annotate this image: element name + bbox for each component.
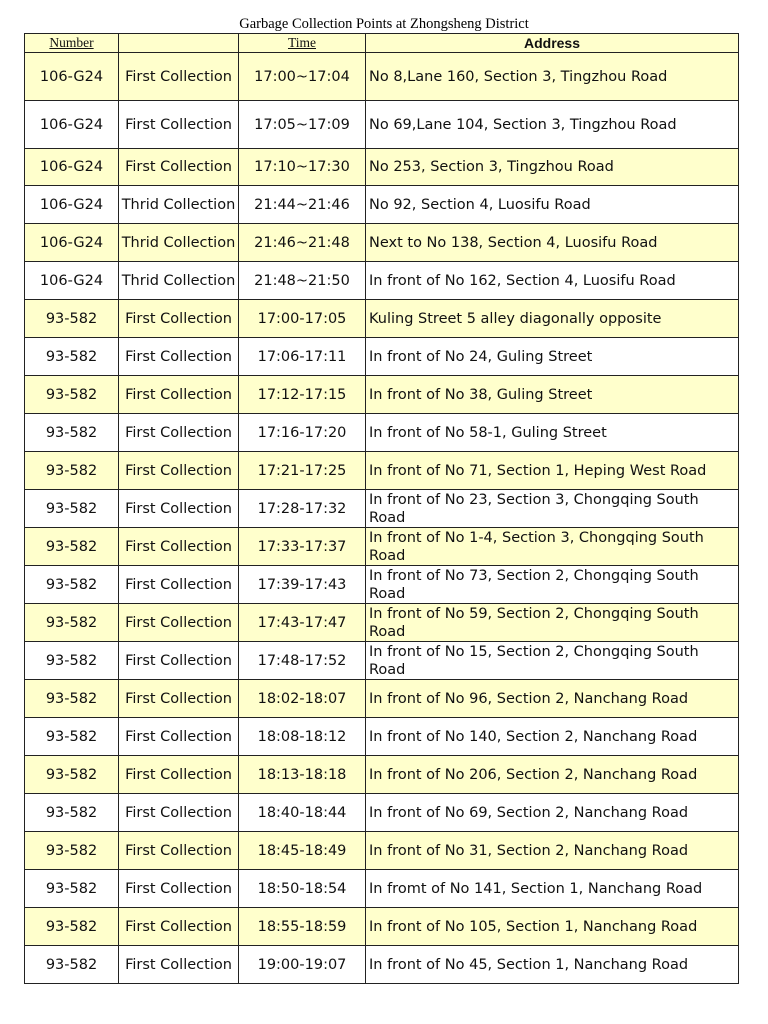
cell-time: 21:46~21:48 (239, 224, 366, 262)
table-row (25, 794, 739, 832)
cell-number: 93-582 (25, 338, 119, 376)
cell-stage: First Collection (119, 528, 239, 566)
table-row (25, 870, 739, 908)
cell-address: In front of No 140, Section 2, Nanchang Road (366, 718, 739, 756)
cell-address: In front of No 162, Section 4, Luosifu Road (366, 262, 739, 300)
cell-address: In front of No 1-4, Section 3, Chongqing South Road (366, 528, 739, 566)
cell-stage: First Collection (119, 870, 239, 908)
table-row (25, 149, 739, 186)
cell-stage: First Collection (119, 642, 239, 680)
table-row (25, 414, 739, 452)
cell-time: 18:08-18:12 (239, 718, 366, 756)
cell-time: 21:48~21:50 (239, 262, 366, 300)
cell-address: In front of No 105, Section 1, Nanchang Road (366, 908, 739, 946)
cell-address: No 253, Section 3, Tingzhou Road (366, 149, 739, 186)
cell-stage: First Collection (119, 101, 239, 149)
cell-address: No 8,Lane 160, Section 3, Tingzhou Road (366, 53, 739, 101)
cell-time: 21:44~21:46 (239, 186, 366, 224)
header-address: Address (366, 34, 739, 53)
cell-address: Next to No 138, Section 4, Luosifu Road (366, 224, 739, 262)
cell-stage: First Collection (119, 604, 239, 642)
table-row (25, 224, 739, 262)
cell-address: In front of No 73, Section 2, Chongqing South Road (366, 566, 739, 604)
cell-stage: First Collection (119, 300, 239, 338)
cell-time: 17:48-17:52 (239, 642, 366, 680)
cell-time: 18:55-18:59 (239, 908, 366, 946)
table-row (25, 528, 739, 566)
cell-number: 93-582 (25, 718, 119, 756)
cell-time: 17:16-17:20 (239, 414, 366, 452)
cell-stage: First Collection (119, 832, 239, 870)
cell-number: 106-G24 (25, 149, 119, 186)
cell-time: 18:45-18:49 (239, 832, 366, 870)
cell-number: 93-582 (25, 566, 119, 604)
cell-address: In front of No 69, Section 2, Nanchang Road (366, 794, 739, 832)
cell-number: 93-582 (25, 490, 119, 528)
cell-time: 17:05~17:09 (239, 101, 366, 149)
table-row (25, 718, 739, 756)
cell-stage: First Collection (119, 946, 239, 984)
table-row (25, 604, 739, 642)
cell-time: 17:28-17:32 (239, 490, 366, 528)
cell-time: 18:13-18:18 (239, 756, 366, 794)
cell-time: 18:50-18:54 (239, 870, 366, 908)
cell-stage: First Collection (119, 908, 239, 946)
cell-number: 93-582 (25, 414, 119, 452)
table-row (25, 680, 739, 718)
cell-address: Kuling Street 5 alley diagonally opposite (366, 300, 739, 338)
cell-time: 17:12-17:15 (239, 376, 366, 414)
table-row (25, 452, 739, 490)
table-row (25, 262, 739, 300)
cell-stage: First Collection (119, 794, 239, 832)
cell-number: 93-582 (25, 680, 119, 718)
cell-stage: Thrid Collection (119, 224, 239, 262)
cell-address: In front of No 96, Section 2, Nanchang Road (366, 680, 739, 718)
cell-stage: First Collection (119, 149, 239, 186)
table-header-row (25, 34, 739, 53)
cell-address: In front of No 58-1, Guling Street (366, 414, 739, 452)
document-title: Garbage Collection Points at Zhongsheng District (239, 16, 529, 32)
cell-address: In front of No 15, Section 2, Chongqing South Road (366, 642, 739, 680)
cell-stage: First Collection (119, 414, 239, 452)
cell-stage: First Collection (119, 756, 239, 794)
cell-number: 93-582 (25, 870, 119, 908)
table-row (25, 566, 739, 604)
cell-time: 17:39-17:43 (239, 566, 366, 604)
cell-time: 17:10~17:30 (239, 149, 366, 186)
cell-number: 93-582 (25, 604, 119, 642)
cell-stage: First Collection (119, 680, 239, 718)
cell-number: 106-G24 (25, 186, 119, 224)
cell-stage: First Collection (119, 718, 239, 756)
cell-number: 93-582 (25, 642, 119, 680)
cell-time: 19:00-19:07 (239, 946, 366, 984)
cell-number: 106-G24 (25, 53, 119, 101)
table-row (25, 908, 739, 946)
cell-time: 18:02-18:07 (239, 680, 366, 718)
cell-number: 93-582 (25, 528, 119, 566)
cell-number: 93-582 (25, 452, 119, 490)
cell-time: 17:21-17:25 (239, 452, 366, 490)
table-row (25, 53, 739, 101)
cell-address: In front of No 38, Guling Street (366, 376, 739, 414)
cell-address: In front of No 59, Section 2, Chongqing South Road (366, 604, 739, 642)
cell-number: 106-G24 (25, 101, 119, 149)
cell-time: 18:40-18:44 (239, 794, 366, 832)
cell-number: 106-G24 (25, 262, 119, 300)
header-time: Time (239, 34, 366, 53)
table-body (25, 53, 739, 984)
table-row (25, 490, 739, 528)
cell-stage: Thrid Collection (119, 186, 239, 224)
cell-address: In front of No 23, Section 3, Chongqing South Road (366, 490, 739, 528)
table-row (25, 756, 739, 794)
cell-number: 93-582 (25, 376, 119, 414)
cell-stage: First Collection (119, 566, 239, 604)
cell-time: 17:00~17:04 (239, 53, 366, 101)
table-row (25, 300, 739, 338)
cell-stage: First Collection (119, 376, 239, 414)
cell-number: 93-582 (25, 832, 119, 870)
cell-number: 93-582 (25, 908, 119, 946)
header-number: Number (25, 34, 119, 53)
cell-time: 17:06-17:11 (239, 338, 366, 376)
cell-address: In front of No 45, Section 1, Nanchang Road (366, 946, 739, 984)
cell-address: In fromt of No 141, Section 1, Nanchang Road (366, 870, 739, 908)
header-stage (119, 34, 239, 53)
table-row (25, 186, 739, 224)
cell-stage: First Collection (119, 53, 239, 101)
cell-number: 93-582 (25, 756, 119, 794)
table-row (25, 946, 739, 984)
cell-number: 93-582 (25, 794, 119, 832)
cell-address: In front of No 24, Guling Street (366, 338, 739, 376)
cell-time: 17:33-17:37 (239, 528, 366, 566)
cell-stage: First Collection (119, 338, 239, 376)
table-row (25, 832, 739, 870)
table-row (25, 642, 739, 680)
cell-time: 17:00-17:05 (239, 300, 366, 338)
cell-stage: First Collection (119, 490, 239, 528)
cell-address: No 69,Lane 104, Section 3, Tingzhou Road (366, 101, 739, 149)
cell-stage: First Collection (119, 452, 239, 490)
cell-number: 106-G24 (25, 224, 119, 262)
cell-address: In front of No 31, Section 2, Nanchang Road (366, 832, 739, 870)
cell-number: 93-582 (25, 300, 119, 338)
cell-address: No 92, Section 4, Luosifu Road (366, 186, 739, 224)
table-row (25, 376, 739, 414)
collection-table (24, 33, 739, 984)
cell-address: In front of No 206, Section 2, Nanchang Road (366, 756, 739, 794)
table-row (25, 101, 739, 149)
cell-stage: Thrid Collection (119, 262, 239, 300)
cell-number: 93-582 (25, 946, 119, 984)
cell-address: In front of No 71, Section 1, Heping West Road (366, 452, 739, 490)
cell-time: 17:43-17:47 (239, 604, 366, 642)
table-row (25, 338, 739, 376)
